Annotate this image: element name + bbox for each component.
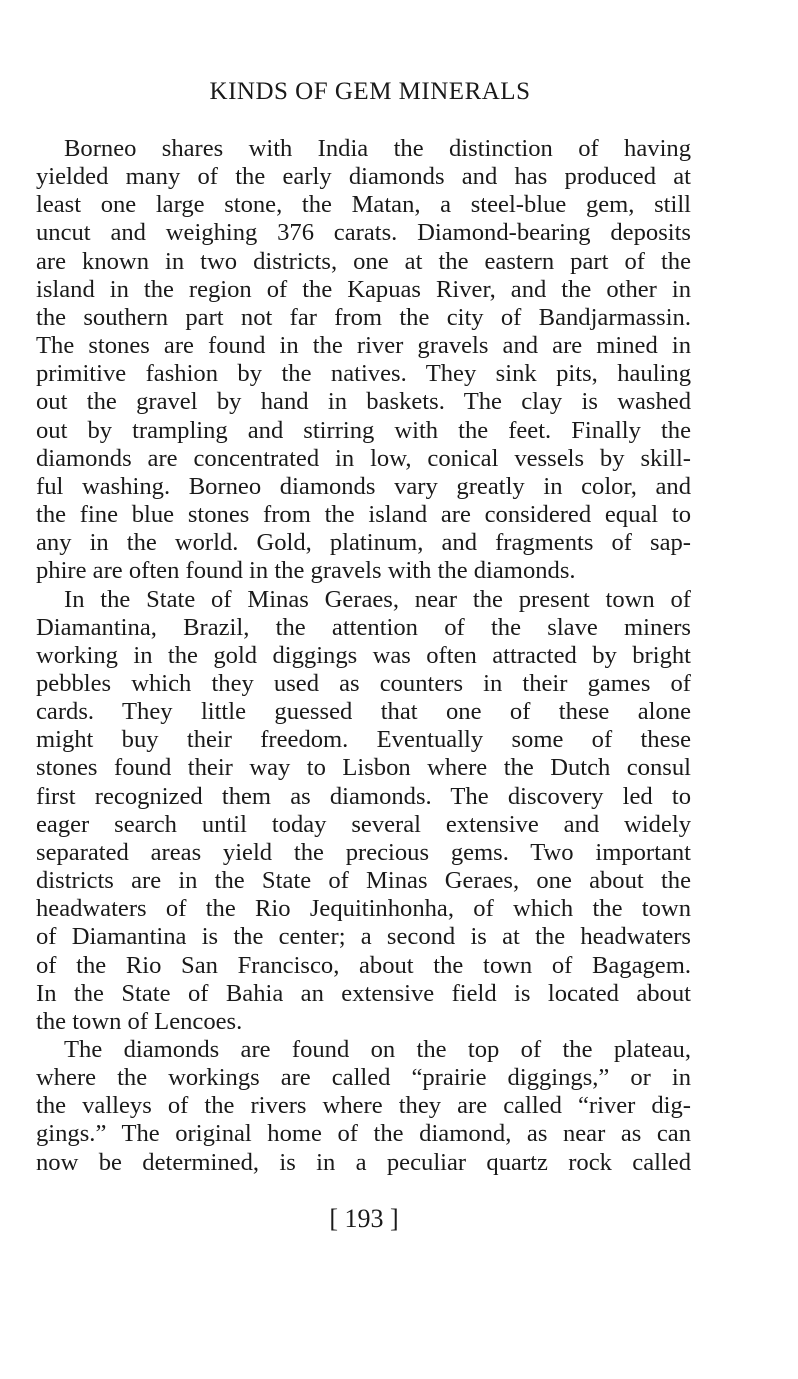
text-line: separated areas yield the precious gems. Two important <box>36 838 691 866</box>
text-line: districts are in the State of Minas Geraes, one about the <box>36 867 691 895</box>
text-line: In the State of Bahia an extensive field is located about <box>36 979 691 1007</box>
text-line: now be determined, is in a peculiar quartz rock called <box>36 1148 691 1176</box>
text-line: out the gravel by hand in baskets. The clay is washed <box>36 388 691 416</box>
text-line: might buy their freedom. Eventually some of these <box>36 726 691 754</box>
text-line: the southern part not far from the city of Bandjarmassin. <box>36 303 691 331</box>
running-head: KINDS OF GEM MINERALS <box>209 78 531 105</box>
text-line: least one large stone, the Matan, a steel-blue gem, still <box>36 191 691 219</box>
text-line: The diamonds are found on the top of the plateau, <box>64 1036 691 1063</box>
text-line: diamonds are concentrated in low, conical vessels by skill- <box>36 444 691 472</box>
text-line: working in the gold diggings was often attracted by bright <box>36 641 691 669</box>
paragraph-1 <box>36 135 691 586</box>
text-line: where the workings are called “prairie diggings,” or in <box>36 1064 691 1092</box>
text-line: the valleys of the rivers where they are called “river dig- <box>36 1092 691 1120</box>
text-line: uncut and weighing 376 carats. Diamond-bearing deposits <box>36 219 691 247</box>
text-line: phire are often found in the gravels with the diamonds. <box>36 557 576 585</box>
text-line: Diamantina, Brazil, the attention of the slave miners <box>36 613 691 641</box>
text-line: In the State of Minas Geraes, near the present town of <box>64 585 691 613</box>
text-line: yielded many of the early diamonds and has produced at <box>36 163 691 191</box>
text-line: are known in two districts, one at the eastern part of the <box>36 247 691 275</box>
page-number: [ 193 ] <box>329 1204 399 1233</box>
text-line: island in the region of the Kapuas River, and the other in <box>36 275 691 303</box>
text-line: eager search until today several extensive and widely <box>36 810 691 838</box>
body-text <box>36 135 691 1177</box>
text-line: gings.” The original home of the diamond, as near as can <box>36 1120 691 1148</box>
text-line: primitive fashion by the natives. They sink pits, hauling <box>36 360 691 388</box>
text-line: the fine blue stones from the island are considered equal to <box>36 501 691 529</box>
text-line: any in the world. Gold, platinum, and fragments of sap- <box>36 529 691 557</box>
text-line: first recognized them as diamonds. The discovery led to <box>36 782 691 810</box>
text-line: The stones are found in the river gravels and are mined in <box>36 332 691 360</box>
text-line: headwaters of the Rio Jequitinhonha, of which the town <box>36 895 691 923</box>
text-line: of Diamantina is the center; a second is at the headwaters <box>36 923 691 951</box>
text-line: cards. They little guessed that one of these alone <box>36 698 691 726</box>
text-line: ful washing. Borneo diamonds vary greatly in color, and <box>36 472 691 500</box>
text-line: out by trampling and stirring with the feet. Finally the <box>36 416 691 444</box>
paragraph-3 <box>36 1036 691 1177</box>
text-line: the town of Lencoes. <box>36 1007 243 1035</box>
paragraph-2 <box>36 586 691 1037</box>
text-line: of the Rio San Francisco, about the town of Bagagem. <box>36 951 691 979</box>
text-line: Borneo shares with India the distinction of having <box>64 135 691 162</box>
text-line: pebbles which they used as counters in their games of <box>36 669 691 697</box>
text-line: stones found their way to Lisbon where the Dutch consul <box>36 754 691 782</box>
